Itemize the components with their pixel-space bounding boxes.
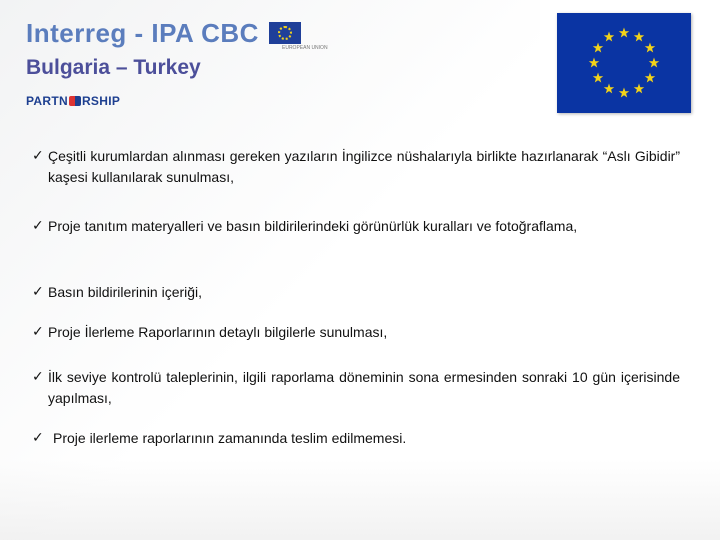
check-icon: ✓ — [32, 218, 44, 234]
eu-star-icon — [593, 73, 603, 83]
bullet-text: İlk seviye kontrolü taleplerinin, ilgili raporlama döneminin sona ermesinden sonraki 10 gün içerisinde yapılması, — [48, 369, 680, 406]
eu-star-icon — [593, 43, 603, 53]
eu-flag — [557, 13, 691, 113]
bullet-item-5 — [32, 367, 680, 409]
bullet-item-2 — [32, 216, 680, 237]
logo-title-row — [26, 18, 301, 48]
partnership-part2: RSHIP — [81, 94, 121, 108]
eu-star-icon — [645, 43, 655, 53]
eu-star-icon — [619, 88, 629, 98]
bullet-item-1 — [32, 146, 680, 188]
eu-mini-flag-icon — [269, 22, 301, 44]
check-icon: ✓ — [32, 148, 44, 164]
eu-star-icon — [649, 58, 659, 68]
mini-flag-caption: EUROPEAN UNION — [282, 45, 328, 51]
check-icon: ✓ — [32, 369, 44, 385]
bullet-text: Çeşitli kurumlardan alınması gereken yazıların İngilizce nüshalarıyla birlikte hazırlanarak “Aslı Gibidir” kaşesi kullanılarak sunulması, — [48, 148, 680, 185]
eu-star-icon — [604, 83, 614, 93]
eu-star-icon — [619, 28, 629, 38]
partnership-part1: PARTN — [26, 94, 68, 108]
check-icon: ✓ — [32, 324, 44, 340]
bullet-item-6 — [32, 428, 680, 449]
handshake-icon — [69, 96, 81, 106]
bullet-text: Proje İlerleme Raporlarının detaylı bilgilerle sunulması, — [48, 324, 388, 340]
slide-bottom-fade — [0, 460, 720, 540]
eu-flag-stars-icon — [557, 13, 691, 113]
eu-star-icon — [634, 32, 644, 42]
bullet-item-4 — [32, 322, 680, 343]
eu-star-icon — [589, 58, 599, 68]
bullet-item-3 — [32, 282, 680, 303]
logo-partnership — [26, 94, 120, 108]
check-icon: ✓ — [32, 284, 44, 300]
bullet-text: Proje tanıtım materyalleri ve basın bildirilerindeki görünürlük kuralları ve fotoğraflama, — [48, 218, 578, 234]
check-icon: ✓ — [32, 430, 44, 446]
bullet-text: Basın bildirilerinin içeriği, — [48, 284, 203, 300]
logo-title: Interreg - IPA CBC — [26, 18, 259, 48]
bullet-text: Proje ilerleme raporlarının zamanında teslim edilmemesi. — [53, 430, 407, 446]
eu-star-icon — [645, 73, 655, 83]
logo-subtitle: Bulgaria – Turkey — [26, 56, 201, 79]
eu-star-icon — [634, 83, 644, 93]
interreg-logo — [26, 14, 328, 108]
eu-star-icon — [604, 32, 614, 42]
